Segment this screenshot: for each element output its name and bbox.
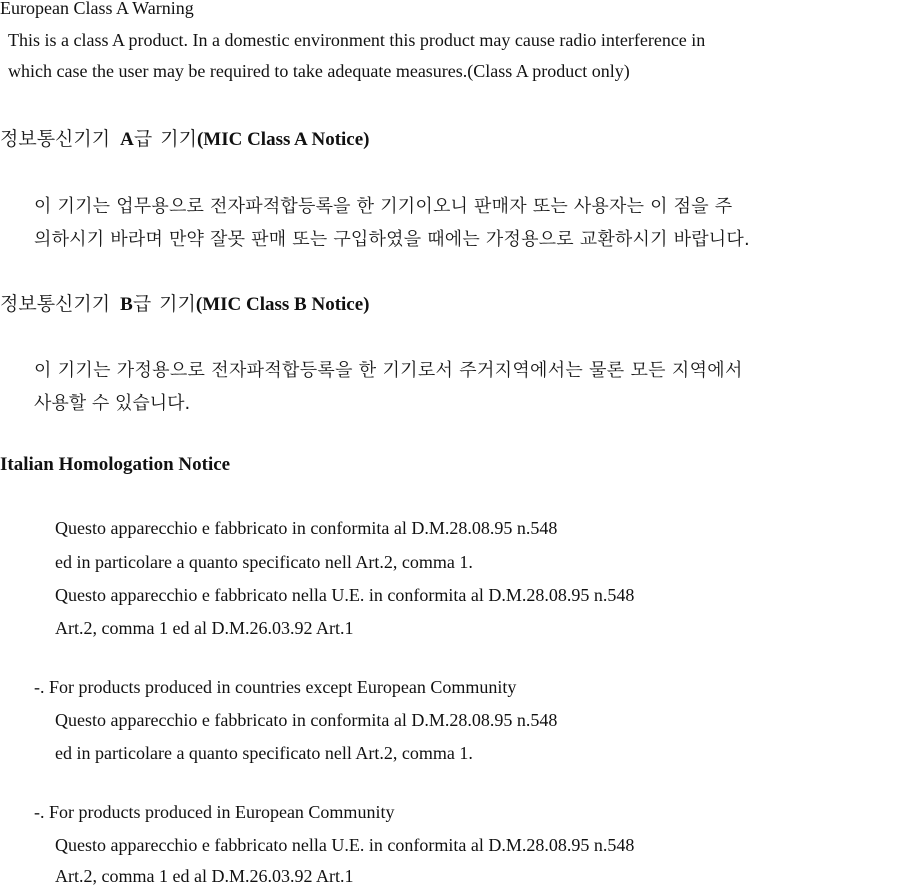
mic-b-heading-grade-suffix: 급 [132,293,152,315]
mic-b-heading-en: (MIC Class B Notice) [195,294,370,315]
mic-b-heading-grade: B [120,294,133,315]
mic-a-heading-grade-suffix: 급 [133,128,153,150]
italian-block3-line-3: Art.2, comma 1 ed al D.M.26.03.92 Art.1 [55,866,354,886]
mic-a-heading-device: 기기 [160,128,197,150]
mic-class-b-heading [0,289,370,316]
italian-block2-line-3: ed in particolare a quanto specificato nell Art.2, comma 1. [55,743,473,763]
mic-b-line-2: 사용할 수 있습니다. [34,393,191,414]
italian-notice-title: Italian Homologation Notice [0,454,231,475]
italian-block3-line-2: Questo apparecchio e fabbricato nella U.E. in conformita al D.M.28.08.95 n.548 [55,835,635,855]
mic-a-heading-kr: 정보통신기기 [0,128,111,150]
mic-b-heading-device: 기기 [159,293,196,315]
italian-block2-line-1: -. For products produced in countries except European Community [34,677,517,697]
mic-class-a-heading [0,124,370,151]
european-warning-title: European Class A Warning [0,0,194,18]
italian-block1-line-2: ed in particolare a quanto specificato nell Art.2, comma 1. [55,552,473,572]
italian-block2-line-2: Questo apparecchio e fabbricato in conformita al D.M.28.08.95 n.548 [55,710,558,730]
mic-b-heading-kr: 정보통신기기 [0,293,111,315]
european-warning-line-1: This is a class A product. In a domestic environment this product may cause radio interference in [8,30,706,50]
italian-block1-line-3: Questo apparecchio e fabbricato nella U.E. in conformita al D.M.28.08.95 n.548 [55,585,635,605]
mic-a-heading-en: (MIC Class A Notice) [196,129,370,150]
mic-a-line-2: 의하시기 바라며 만약 잘못 판매 또는 구입하였을 때에는 가정용으로 교환하시기 바랍니다. [34,229,750,250]
mic-a-line-1: 이 기기는 업무용으로 전자파적합등록을 한 기기이오니 판매자 또는 사용자는 이 점을 주 [34,196,733,217]
italian-block3-line-1: -. For products produced in European Community [34,802,395,822]
european-warning-line-2: which case the user may be required to take adequate measures.(Class A product only) [8,61,630,81]
italian-block1-line-1: Questo apparecchio e fabbricato in conformita al D.M.28.08.95 n.548 [55,518,558,538]
italian-block1-line-4: Art.2, comma 1 ed al D.M.26.03.92 Art.1 [55,618,354,638]
mic-a-heading-grade: A [120,129,134,150]
mic-b-line-1: 이 기기는 가정용으로 전자파적합등록을 한 기기로서 주거지역에서는 물론 모든 지역에서 [34,360,743,381]
